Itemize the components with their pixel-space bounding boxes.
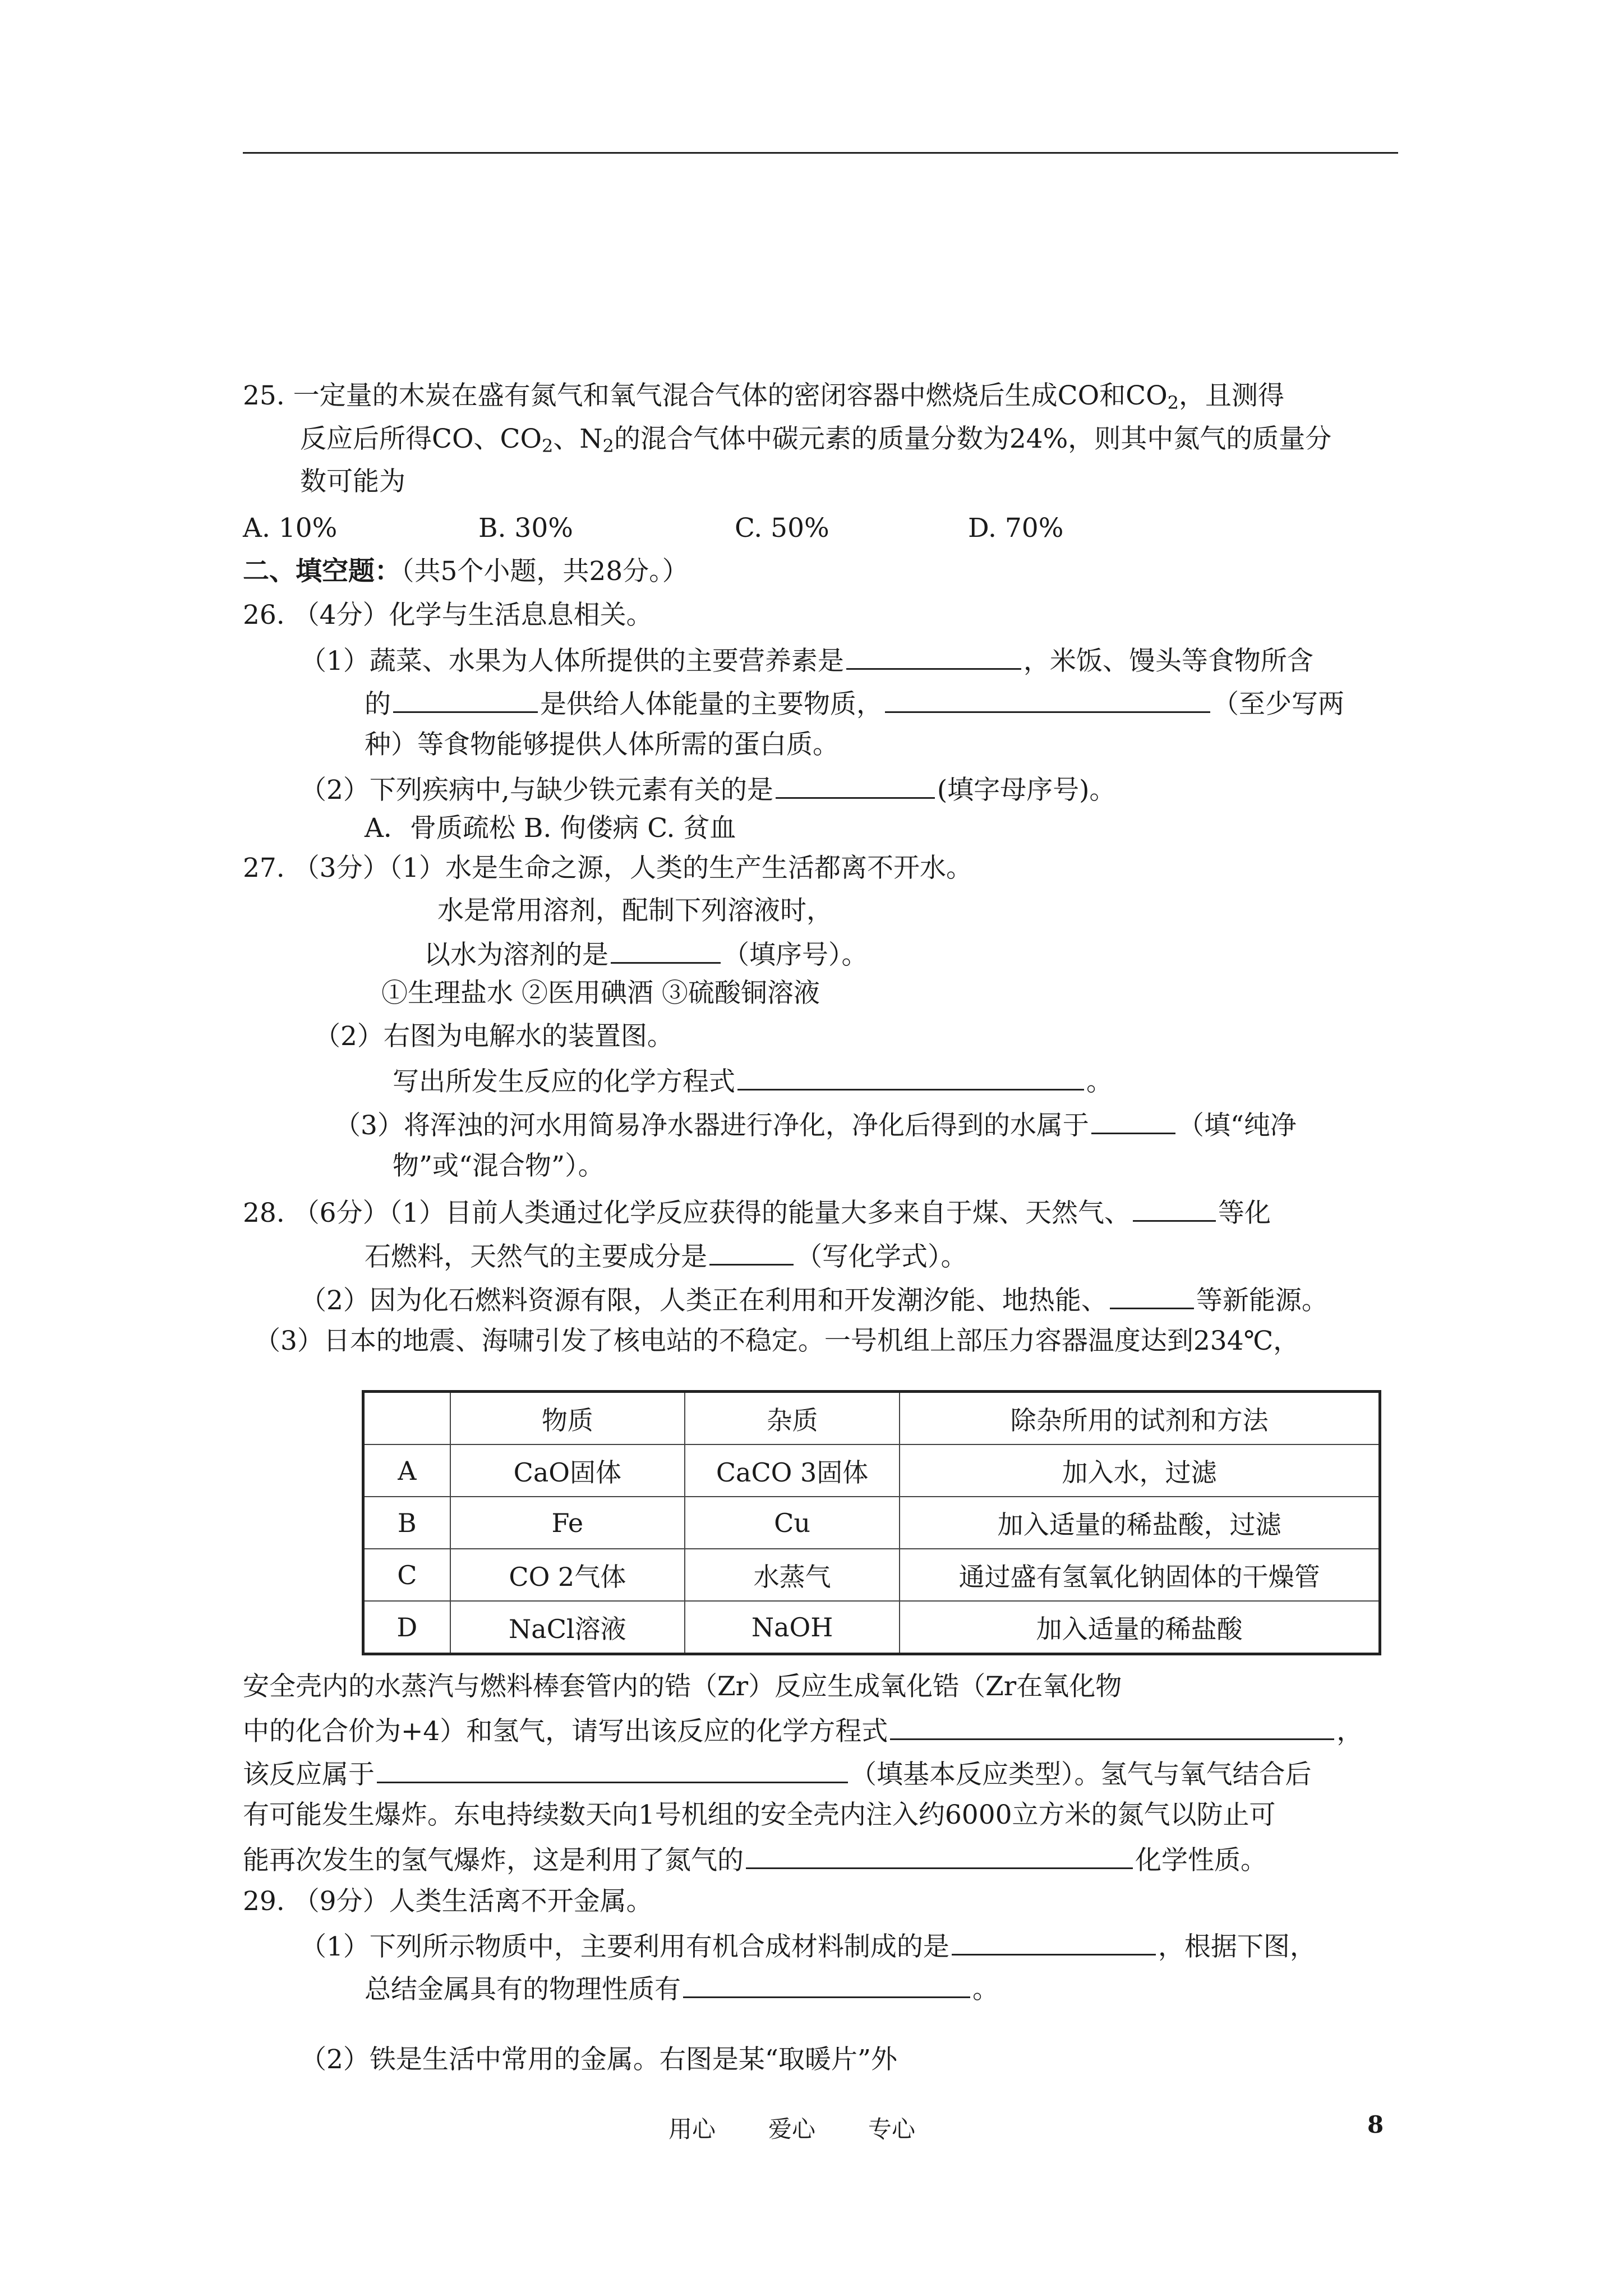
q26-part2-options: A．骨质疏松 B. 佝偻病 C. 贫血 (365, 813, 736, 844)
table-header-row (363, 1392, 1380, 1445)
answer-blank[interactable] (709, 1238, 794, 1266)
q25-option-c: C. 50% (735, 513, 829, 544)
answer-blank[interactable] (1110, 1282, 1194, 1309)
q28-line-5: 安全壳内的水蒸汽与燃料棒套管内的锆（Zr）反应生成氧化锆（Zr在氧化物 (243, 1671, 1122, 1702)
q25-line-3: 数可能为 (300, 466, 405, 497)
table-header-cell: 除杂所用的试剂和方法 (900, 1392, 1380, 1445)
q29-part1-line1: （1）下列所示物质中，主要利用有机合成材料制成的是 ，根据下图， (300, 1928, 1316, 1964)
q27-line-3: 以水为溶剂的是 （填序号）。 (424, 936, 868, 972)
answer-blank[interactable] (952, 1928, 1156, 1955)
answer-blank[interactable] (1133, 1194, 1216, 1222)
header-rule (243, 152, 1398, 154)
table-cell: 加入适量的稀盐酸，过滤 (900, 1497, 1380, 1549)
table-cell: NaCl溶液 (450, 1601, 685, 1654)
answer-blank[interactable] (776, 771, 935, 799)
q27-line-2: 水是常用溶剂，配制下列溶液时， (437, 895, 833, 926)
table-cell: A (363, 1444, 450, 1497)
q28-line-4: （3）日本的地震、海啸引发了核电站的不稳定。一号机组上部压力容器温度达到234℃， (254, 1326, 1300, 1356)
q26-part2: （2）下列疾病中,与缺少铁元素有关的是 (填字母序号)。 (300, 771, 1116, 807)
section-heading: 二、填空题：（共5个小题，共28分。） (243, 556, 689, 587)
answer-blank[interactable] (737, 1063, 1084, 1091)
table-cell: Fe (450, 1497, 685, 1549)
table-cell: CaO固体 (450, 1444, 685, 1497)
answer-blank[interactable] (683, 1971, 970, 1998)
q27-part2-equation: 写出所发生反应的化学方程式 。 (393, 1063, 1113, 1099)
q29-part1-line2: 总结金属具有的物理性质有 。 (365, 1971, 999, 2007)
answer-blank[interactable] (885, 685, 1210, 713)
answer-blank[interactable] (377, 1756, 848, 1783)
q28-line-9: 能再次发生的氢气爆炸，这是利用了氮气的 化学性质。 (243, 1842, 1267, 1878)
impurity-removal-table (362, 1390, 1381, 1655)
q28-line-8: 有可能发生爆炸。东电持续数天向1号机组的安全壳内注入约6000立方米的氮气以防止可 (243, 1800, 1276, 1830)
table-row (363, 1549, 1380, 1601)
answer-blank[interactable] (846, 642, 1021, 670)
table-cell: NaOH (685, 1601, 900, 1654)
q26-part1-line1: （1）蔬菜、水果为人体所提供的主要营养素是 ，米饭、馒头等食物所含 (300, 642, 1313, 678)
q25-option-d: D. 70% (968, 513, 1064, 544)
table-cell: 加入水，过滤 (900, 1444, 1380, 1497)
q29-part2: （2）铁是生活中常用的金属。右图是某“取暖片”外 (300, 2044, 897, 2075)
answer-blank[interactable] (611, 936, 721, 964)
table-cell: 加入适量的稀盐酸 (900, 1601, 1380, 1654)
q27-part3-line2: 物”或“混合物”）。 (393, 1151, 605, 1181)
q28-line-2: 石燃料，天然气的主要成分是 （写化学式）。 (365, 1238, 967, 1274)
table-row (363, 1497, 1380, 1549)
answer-blank[interactable] (890, 1713, 1334, 1740)
table-row (363, 1601, 1380, 1654)
q26-heading: 26. （4分）化学与生活息息相关。 (243, 600, 653, 631)
q25-option-b: B. 30% (478, 513, 573, 544)
page-number: 8 (1367, 2111, 1384, 2138)
footer-motto-2: 爱心 (768, 2115, 816, 2143)
table-header-cell: 杂质 (685, 1392, 900, 1445)
q25-line-2: 反应后所得CO、$CO_2$、$N_2$的混合气体中碳元素的质量分数为24%，则其中氮气的质量分 (300, 424, 1332, 457)
footer-motto-1: 用心 (668, 2115, 716, 2143)
answer-blank[interactable] (746, 1842, 1133, 1869)
table-header-cell (363, 1392, 450, 1445)
table-cell: 通过盛有氢氧化钠固体的干燥管 (900, 1549, 1380, 1601)
q26-part1-line3: 种）等食物能够提供人体所需的蛋白质。 (365, 729, 839, 760)
q26-part1-line2: 的 是供给人体能量的主要物质， （至少写两 (365, 685, 1344, 721)
table-header-cell: 物质 (450, 1392, 685, 1445)
q28-line-1: 28. （6分）（1）目前人类通过化学反应获得的能量大多来自于煤、天然气、 等化 (243, 1194, 1271, 1230)
q25-line-1: 25. 一定量的木炭在盛有氮气和氧气混合气体的密闭容器中燃烧后生成CO和$CO_2$，且测得 (243, 380, 1285, 413)
footer-motto-3: 专心 (868, 2115, 916, 2143)
q27-heading: 27. （3分）（1）水是生命之源，人类的生产生活都离不开水。 (243, 853, 972, 884)
answer-blank[interactable] (393, 685, 538, 713)
table-cell: Cu (685, 1497, 900, 1549)
answer-blank[interactable] (1091, 1107, 1175, 1134)
table-cell: CaCO 3固体 (685, 1444, 900, 1497)
q28-line-6: 中的化合价为+4）和氢气，请写出该反应的化学方程式 ， (243, 1713, 1363, 1749)
q27-part3-line1: （3）将浑浊的河水用简易净水器进行净化，净化后得到的水属于 （填“纯净 (334, 1107, 1297, 1143)
table-cell: CO 2气体 (450, 1549, 685, 1601)
q29-heading: 29. （9分）人类生活离不开金属。 (243, 1886, 653, 1917)
q27-solution-list: ①生理盐水 ②医用碘酒 ③硫酸铜溶液 (381, 978, 820, 1009)
q25-option-a: A. 10% (243, 513, 338, 544)
q27-part2: （2）右图为电解水的装置图。 (314, 1021, 674, 1052)
table-cell: B (363, 1497, 450, 1549)
table-cell: D (363, 1601, 450, 1654)
table-cell: 水蒸气 (685, 1549, 900, 1601)
table-cell: C (363, 1549, 450, 1601)
q28-line-3: （2）因为化石燃料资源有限，人类正在利用和开发潮汐能、地热能、 等新能源。 (300, 1282, 1328, 1318)
q28-line-7: 该反应属于 （填基本反应类型）。氢气与氧气结合后 (243, 1756, 1312, 1792)
table-row (363, 1444, 1380, 1497)
